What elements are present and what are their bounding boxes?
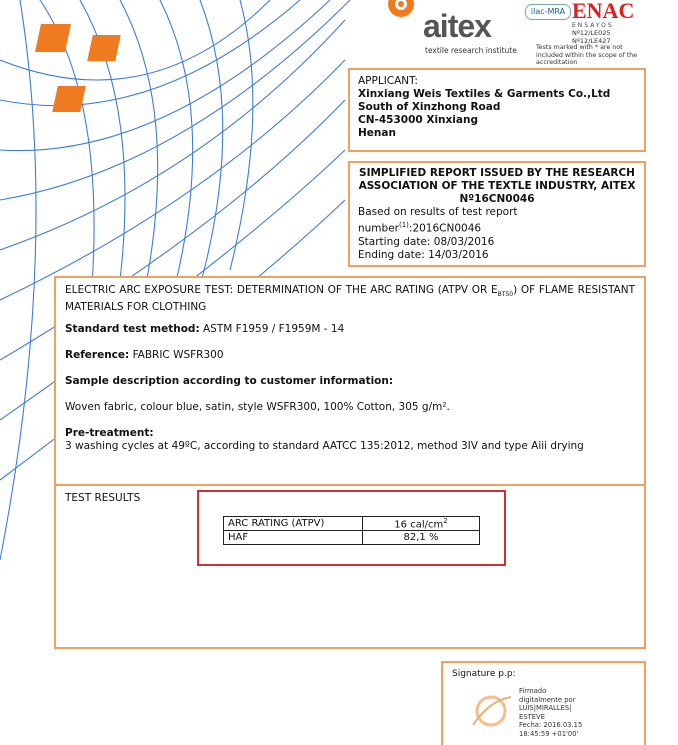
report-title-line: SIMPLIFIED REPORT ISSUED BY THE RESEARCH <box>359 167 635 179</box>
table-row <box>224 517 480 531</box>
test-description-box <box>54 276 646 486</box>
sample-label: Sample description according to customer information: <box>65 375 394 388</box>
pretreat-label: Pre-treatment: <box>65 427 154 440</box>
result-value-sup: 2 <box>443 517 448 525</box>
based-on-prefix: Based on results of test report number <box>358 206 518 235</box>
applicant-line: Henan <box>358 127 396 139</box>
applicant-box <box>348 68 646 152</box>
applicant-label: APPLICANT: <box>358 75 418 87</box>
decorative-square <box>35 24 71 52</box>
result-value-text: 82,1 % <box>403 532 439 544</box>
reference-value: FABRIC WSFR300 <box>132 349 224 362</box>
ilac-logo <box>525 4 571 20</box>
aitex-logo <box>385 0 525 60</box>
digital-signature-text <box>519 687 582 738</box>
method-line <box>65 323 635 336</box>
result-name: HAF <box>224 531 363 545</box>
test-title <box>65 284 635 314</box>
enac-code: Nº12/LE025 <box>572 29 611 37</box>
reference-label: Reference: <box>65 349 130 362</box>
signature-box <box>441 661 646 745</box>
based-on-text <box>358 206 636 236</box>
enac-code: Nº12/LE427 <box>572 37 611 45</box>
signature-line: LUIS|MIRALLES| <box>519 704 572 712</box>
signature-seal <box>469 691 513 731</box>
pretreat-value: 3 washing cycles at 49ºC, according to standard AATCC 135:2012, method 3IV and type Aiii drying <box>65 440 584 453</box>
signature-line: Fecha: 2016.03.15 <box>519 721 583 729</box>
enac-sub: ENSAYOS <box>572 22 614 29</box>
ilac-label: ilac-MRA <box>530 7 566 16</box>
signature-line: digitalmente por <box>519 695 576 704</box>
method-label: Standard test method: <box>65 323 200 336</box>
aitex-tagline: textile research institute <box>425 46 517 55</box>
result-value <box>363 531 480 545</box>
based-on-number: :2016CN0046 <box>408 222 482 235</box>
method-value: ASTM F1959 / F1959M - 14 <box>203 323 345 336</box>
test-title-part: ELECTRIC ARC EXPOSURE TEST: DETERMINATION OF THE ARC RATING (ATPV OR E <box>65 284 498 296</box>
signature-line: Firmado <box>519 687 547 695</box>
test-title-part: ) OF FLAME RESISTANT MATERIALS FOR CLOTHING <box>65 284 635 314</box>
result-value <box>363 517 480 531</box>
applicant-line: Xinxiang Weis Textiles & Garments Co.,Ltd <box>358 88 611 100</box>
table-row <box>224 531 480 545</box>
sample-value: Woven fabric, colour blue, satin, style WSFR300, 100% Cotton, 305 g/m². <box>65 401 450 414</box>
test-results-label: TEST RESULTS <box>65 492 141 504</box>
result-name: ARC RATING (ATPV) <box>224 517 363 531</box>
applicant-line: CN-453000 Xinxiang <box>358 114 478 126</box>
ending-date: Ending date: 14/03/2016 <box>358 248 489 261</box>
results-table <box>223 516 480 545</box>
report-title-line: ASSOCIATION OF THE TEXTLE INDUSTRY, AITEX <box>358 180 636 192</box>
decorative-square <box>87 35 121 61</box>
report-box <box>348 161 646 267</box>
aitex-brand-name: aitex <box>423 8 491 44</box>
signature-label: Signature p.p: <box>452 669 516 679</box>
applicant-line: South of Xinzhong Road <box>358 101 501 113</box>
signature-line: 18:45:59 +01'00' <box>519 729 579 738</box>
test-title-sub: BT50 <box>497 291 514 299</box>
reference-line <box>65 349 635 362</box>
accreditation-note: Tests marked with * are not included within the scope of the accreditation <box>536 44 638 66</box>
results-highlight <box>197 490 506 566</box>
aitex-swirl-icon <box>385 0 421 28</box>
decorative-square <box>52 86 86 112</box>
enac-logo <box>572 0 642 44</box>
based-on-sup: (1) <box>398 221 409 229</box>
starting-date: Starting date: 08/03/2016 <box>358 235 495 248</box>
result-value-text: 16 cal/cm <box>394 519 444 531</box>
signature-line: ESTEVE <box>519 712 545 721</box>
report-number: Nº16CN0046 <box>459 193 535 205</box>
enac-label: ENAC <box>572 0 635 23</box>
